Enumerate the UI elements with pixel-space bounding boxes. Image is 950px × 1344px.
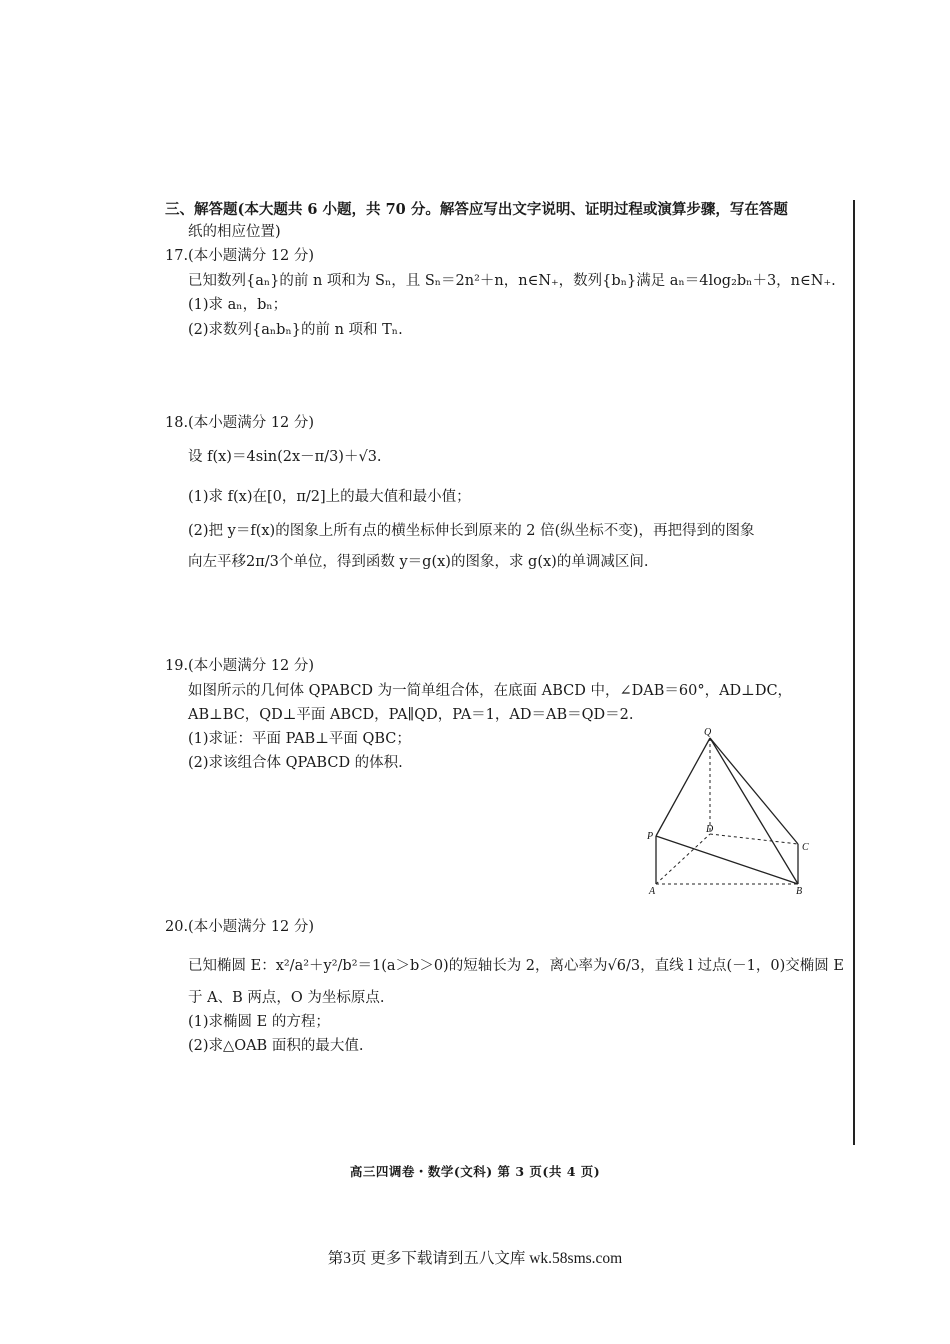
edge-PB xyxy=(656,836,798,884)
label-A: A xyxy=(649,886,656,897)
label-P: P xyxy=(647,831,654,842)
label-C: C xyxy=(802,842,809,853)
section-heading-cont: 纸的相应位置) xyxy=(188,224,281,240)
q18-title: 18.(本小题满分 12 分) xyxy=(165,415,315,431)
edge-DC xyxy=(710,834,798,844)
q20-line-2: 于 A、B 两点，O 为坐标原点. xyxy=(188,990,385,1006)
q20-line-4: (2)求△OAB 面积的最大值. xyxy=(188,1038,364,1054)
q19-line-4: (2)求该组合体 QPABCD 的体积. xyxy=(188,755,403,771)
q17-line-1: 已知数列{aₙ}的前 n 项和为 Sₙ，且 Sₙ＝2n²＋n，n∈N₊，数列{bₙ}满足 aₙ＝4log₂bₙ＋3，n∈N₊. xyxy=(188,273,836,289)
edge-QC xyxy=(710,738,798,844)
q17-title: 17.(本小题满分 12 分) xyxy=(165,248,315,264)
margin-line xyxy=(853,200,855,1145)
download-note: 第3页 更多下载请到五八文库 wk.58sms.com xyxy=(327,1250,623,1267)
q20-line-3: (1)求椭圆 E 的方程； xyxy=(188,1014,330,1030)
edge-QP xyxy=(656,738,710,836)
q18-line-4: 向左平移2π/3个单位，得到函数 y＝g(x)的图象，求 g(x)的单调减区间. xyxy=(188,554,649,570)
q20-line-1: 已知椭圆 E：x²/a²＋y²/b²＝1(a＞b＞0)的短轴长为 2，离心率为√6/3，直线 l 过点(－1，0)交椭圆 E xyxy=(188,958,844,974)
section-heading: 三、解答题(本大题共 6 小题，共 70 分。解答应写出文字说明、证明过程或演算步骤，写在答题 xyxy=(165,201,788,218)
q19-line-2: AB⊥BC，QD⊥平面 ABCD，PA∥QD，PA＝1，AD＝AB＝QD＝2. xyxy=(188,707,634,723)
q17-line-2: (1)求 aₙ，bₙ； xyxy=(188,297,288,313)
q17-line-3: (2)求数列{aₙbₙ}的前 n 项和 Tₙ. xyxy=(188,322,403,338)
edge-QB xyxy=(710,738,798,884)
label-B: B xyxy=(796,886,803,897)
q18-line-3: (2)把 y＝f(x)的图象上所有点的横坐标伸长到原来的 2 倍(纵坐标不变)，再把得到的图象 xyxy=(188,523,755,539)
q18-line-1: 设 f(x)＝4sin(2x－π/3)＋√3. xyxy=(188,449,382,465)
q19-title: 19.(本小题满分 12 分) xyxy=(165,658,315,674)
edge-AD xyxy=(656,834,710,884)
label-D: D xyxy=(706,824,714,835)
label-Q: Q xyxy=(704,727,712,738)
q19-line-1: 如图所示的几何体 QPABCD 为一简单组合体，在底面 ABCD 中，∠DAB＝60°，AD⊥DC， xyxy=(188,683,793,699)
page-footer: 高三四调卷・数学(文科) 第 3 页(共 4 页) xyxy=(349,1164,601,1179)
q20-title: 20.(本小题满分 12 分) xyxy=(165,919,315,935)
geometry-figure xyxy=(640,722,830,900)
q19-line-3: (1)求证：平面 PAB⊥平面 QBC； xyxy=(188,731,411,747)
q18-line-2: (1)求 f(x)在[0，π/2]上的最大值和最小值； xyxy=(188,489,471,505)
